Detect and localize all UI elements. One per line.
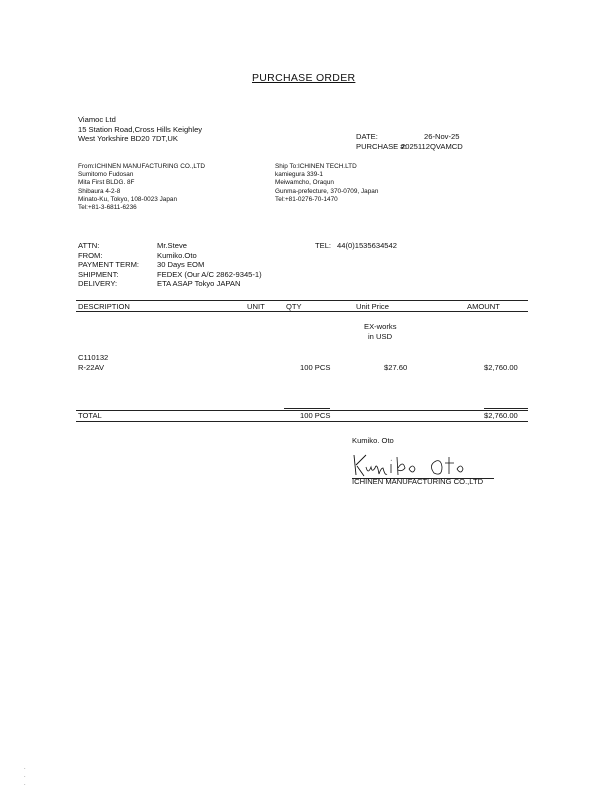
buyer-address bbox=[78, 115, 202, 144]
delivery-value: ETA ASAP Tokyo JAPAN bbox=[157, 279, 241, 288]
buyer-line: West Yorkshire BD20 7DT,UK bbox=[78, 134, 178, 143]
po-label: PURCHASE #: bbox=[356, 142, 407, 151]
from-value: Kumiko.Oto bbox=[157, 250, 197, 260]
header-description: DESCRIPTION bbox=[78, 302, 130, 311]
shipment-label: SHIPMENT: bbox=[78, 269, 119, 279]
signer-company: ICHINEN MANUFACTURING CO.,LTD bbox=[352, 477, 484, 486]
po-value: 2025112QVAMCD bbox=[401, 142, 463, 151]
date-value: 26-Nov-25 bbox=[424, 132, 460, 141]
item-unit-price: $27.60 bbox=[384, 363, 408, 372]
from-line: From:ICHINEN MANUFACTURING CO.,LTD bbox=[78, 163, 205, 170]
contact-labels bbox=[78, 241, 139, 289]
payment-term-label: PAYMENT TERM: bbox=[78, 260, 140, 269]
from-line: Mita First BLDG. 8F bbox=[78, 179, 135, 187]
table-header-rule bbox=[76, 311, 528, 312]
terms-line: in USD bbox=[368, 332, 393, 341]
terms-line: EX-works bbox=[364, 322, 397, 331]
scan-mark: · bbox=[24, 774, 26, 780]
header-unit: UNIT bbox=[247, 302, 265, 311]
from-line: Minato-Ku, Tokyo, 108-0023 Japan bbox=[78, 195, 178, 203]
signer-name: Kumiko. Oto bbox=[352, 436, 394, 445]
buyer-line: 15 Station Road,Cross Hills Keighley bbox=[78, 124, 203, 134]
table-top-rule bbox=[76, 300, 528, 301]
page-title: PURCHASE ORDER bbox=[252, 72, 356, 84]
payment-term-value: 30 Days EOM bbox=[157, 260, 205, 269]
amount-sum-rule bbox=[484, 408, 528, 409]
ship-to-line: Meiwamcho, Oraqun bbox=[275, 179, 334, 187]
shipment-value: FEDEX (Our A/C 2862-9345-1) bbox=[157, 269, 262, 279]
total-amount: $2,760.00 bbox=[484, 411, 518, 420]
total-bottom-rule bbox=[76, 421, 528, 422]
buyer-line: Viamoc Ltd bbox=[78, 115, 116, 124]
ship-to-line: kamiegura 339-1 bbox=[275, 171, 323, 179]
attn-value: Mr.Steve bbox=[157, 241, 187, 250]
attn-label: ATTN: bbox=[78, 241, 100, 250]
delivery-label: DELIVERY: bbox=[78, 279, 118, 288]
ship-to-line: Tel:+81-0276-70-1470 bbox=[275, 195, 338, 203]
date-label: DATE: bbox=[356, 132, 378, 141]
scan-mark: · bbox=[24, 782, 26, 788]
from-line: Shibaura 4-2-8 bbox=[78, 187, 121, 195]
total-label: TOTAL bbox=[78, 411, 102, 420]
item-code: C110132 bbox=[78, 353, 109, 362]
scan-mark: · bbox=[24, 766, 26, 772]
total-qty: 100 PCS bbox=[300, 411, 331, 420]
item-amount: $2,760.00 bbox=[484, 363, 518, 372]
header-amount: AMOUNT bbox=[467, 302, 500, 311]
item-name: R-22AV bbox=[78, 363, 105, 372]
tel-label: TEL: bbox=[315, 241, 332, 250]
tel-value: 44(0)1535634542 bbox=[337, 241, 397, 250]
contact-values bbox=[157, 241, 262, 289]
ship-to-address bbox=[275, 163, 378, 204]
qty-sum-rule bbox=[284, 408, 330, 409]
ship-to-line: Gunma-prefecture, 370-0709, Japan bbox=[275, 187, 379, 195]
from-address bbox=[78, 163, 205, 212]
header-unit-price: Unit Price bbox=[356, 302, 389, 311]
item-qty: 100 PCS bbox=[300, 363, 331, 372]
handwritten-signature bbox=[350, 449, 470, 479]
from-label: FROM: bbox=[78, 250, 103, 260]
header-qty: QTY bbox=[286, 302, 302, 311]
from-line: Tel:+81-3-6811-6236 bbox=[78, 204, 137, 212]
ship-to-line: Ship To:ICHINEN TECH.LTD bbox=[275, 163, 357, 170]
from-line: Sumitomo Fudosan bbox=[78, 171, 134, 179]
